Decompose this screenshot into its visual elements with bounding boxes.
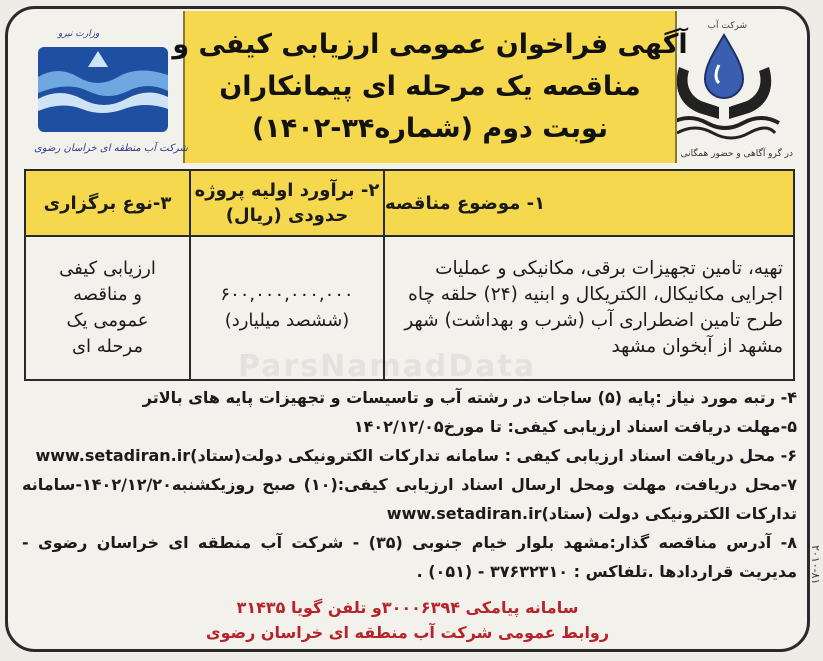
title-box xyxy=(172,11,688,163)
watermark: ParsNamadData xyxy=(238,349,537,384)
header-estimate: ۲- برآورد اولیه پروژه حدودی (ریال) xyxy=(191,171,385,237)
conditions-list xyxy=(22,383,797,586)
list-item: ۶- محل دریافت اسناد ارزیابی کیفی : سامانه تدارکات الکترونیکی دولت(ستاد)www.setadiran.ir xyxy=(35,446,797,465)
list-item: ۷-محل دریافت، مهلت ومحل ارسال اسناد ارزیابی کیفی:(۱۰) صبح روزیکشنبه۱۴۰۲/۱۲/۲۰-سامانه تدارکات الکترونیکی دولت (ستاد)www.setadiran.ir xyxy=(22,475,798,523)
cell-subject: تهیه، تامین تجهیزات برقی، مکانیکی و عملیات اجرایی مکانیکال، الکتریکال و ابنیه (۲۴) حلقه چاه طرح تامین اضطراری آب (شرب و بهداشت) شهر مشهد از آبخوان مشهد xyxy=(404,258,783,357)
list-item: ۴- رتبه مورد نیاز :پایه (۵) ساجات در رشته آب و تاسیسات و تجهیزات پایه های بالاتر xyxy=(142,388,797,407)
regional-water-logo xyxy=(28,29,188,154)
title-line-3: نوبت دوم (شماره۳۴-۱۴۰۲) xyxy=(251,113,609,144)
cell-type xyxy=(26,237,191,379)
title-line-2: مناقصه یک مرحله ای پیمانکاران xyxy=(219,71,641,102)
side-code: ۲۰۱۰-۸۱ xyxy=(809,545,822,585)
footer xyxy=(8,596,807,646)
logo-top-text: وزارت نیرو xyxy=(58,29,100,39)
footer-public-relations: روابط عمومی شرکت آب منطقه ای خراسان رضوی xyxy=(205,623,610,642)
header xyxy=(8,9,807,169)
title-line-1: آگهی فراخوان عمومی ارزیابی کیفی و xyxy=(172,29,688,60)
logo-caption: شرکت آب xyxy=(707,21,747,31)
header-subject: ۱- موضوع مناقصه xyxy=(385,171,793,237)
advertisement-frame xyxy=(5,6,810,652)
logo-slogan: در گرو آگاهی و حضور همگانی xyxy=(680,149,793,159)
estimate-number: ۶۰۰,۰۰۰,۰۰۰,۰۰۰ xyxy=(220,284,354,305)
type-text: ارزیابی کیفی و مناقصه عمومی یک مرحله ای xyxy=(59,258,156,357)
cell-estimate xyxy=(191,237,385,379)
water-waves-icon xyxy=(38,47,168,132)
logo-company-name: شرکت آب منطقه ای خراسان رضوی xyxy=(34,143,188,154)
footer-sms-phone: سامانه پیامکی ۳۰۰۰۶۳۹۴و تلفن گویا ۳۱۴۳۵ xyxy=(236,598,579,617)
header-type: ۳-نوع برگزاری xyxy=(26,171,191,237)
tender-table xyxy=(24,169,795,381)
list-item: ۵-مهلت دریافت اسناد ارزیابی کیفی: تا مورخ۱۴۰۲/۱۲/۰۵ xyxy=(353,417,797,436)
list-item: ۸- آدرس مناقصه گذار:مشهد بلوار خیام جنوبی (۳۵) - شرکت آب منطقه ای خراسان رضوی - مدیریت قراردادها .تلفاکس : ۳۷۶۳۲۳۱۰ - (۰۵۱) . xyxy=(22,533,797,581)
estimate-words: (ششصد میلیارد) xyxy=(224,310,350,331)
